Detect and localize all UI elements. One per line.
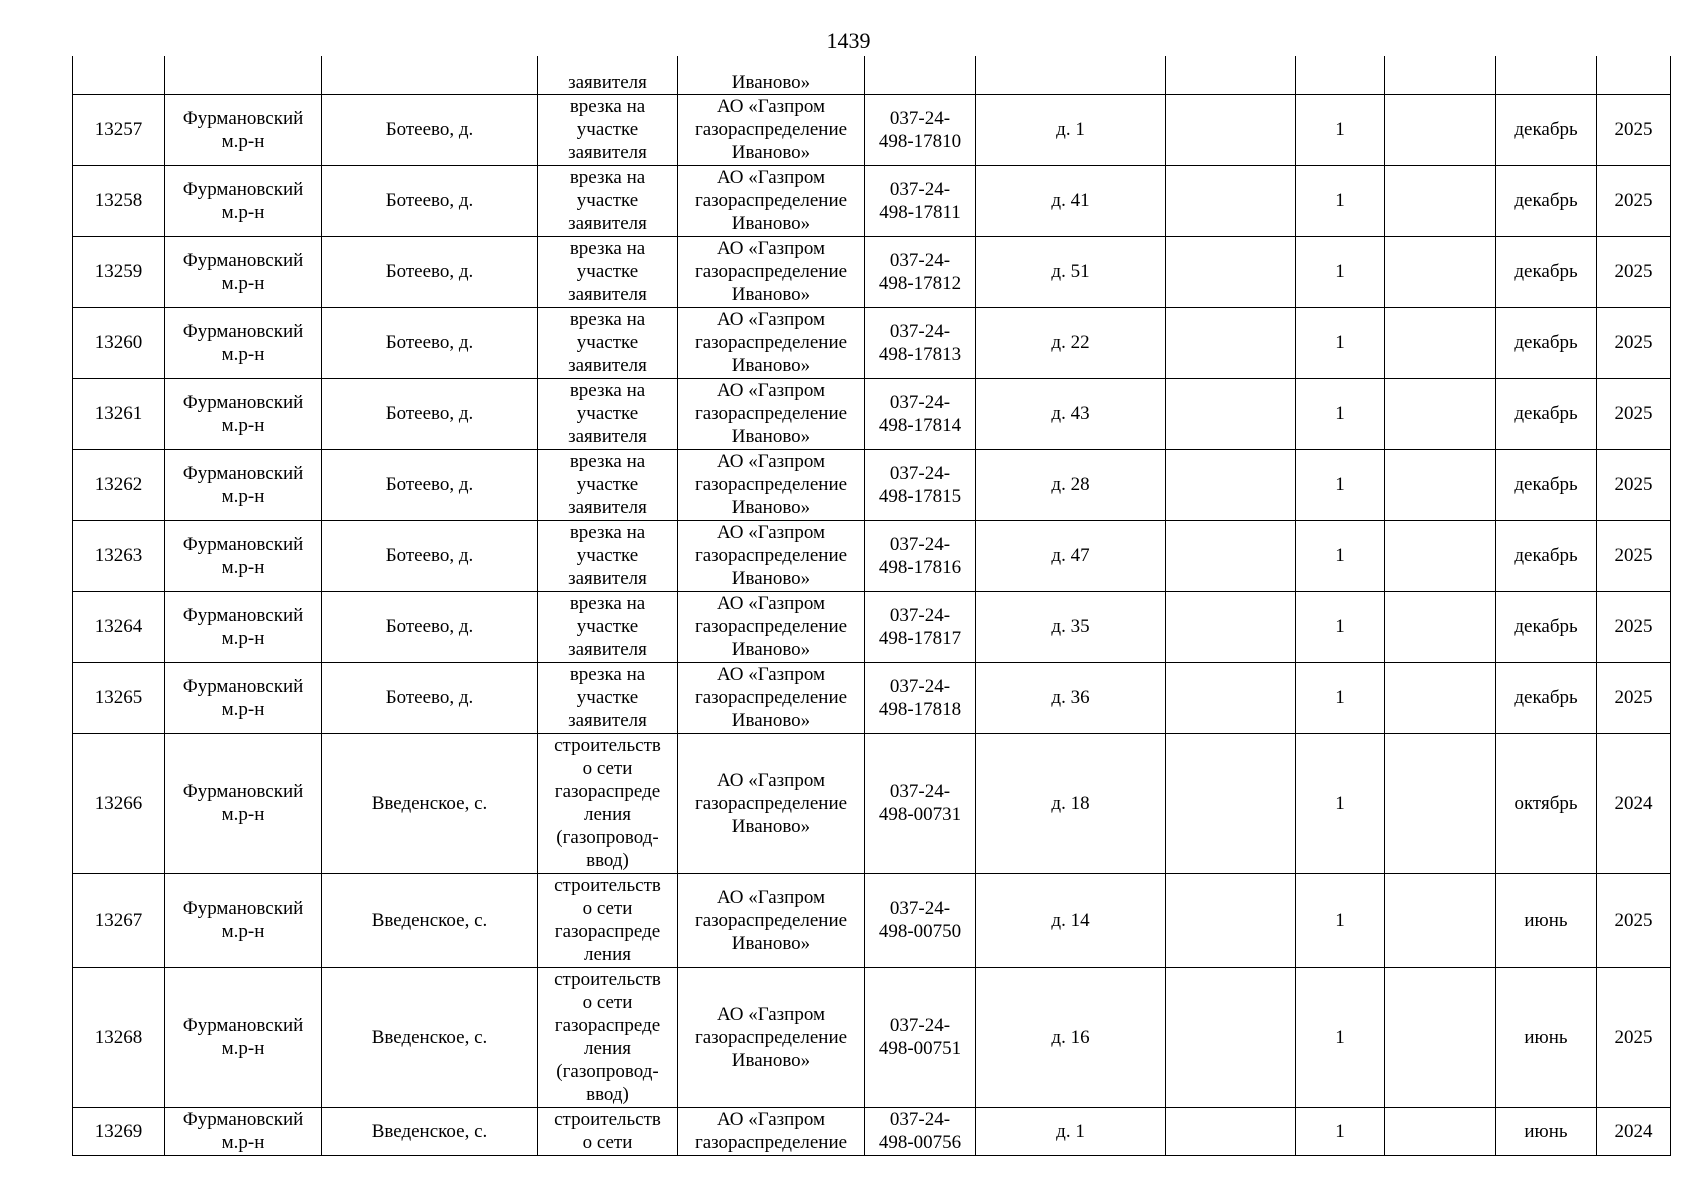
cell-empty <box>1496 56 1597 94</box>
cell-code: 037-24- 498-17813 <box>865 307 976 378</box>
table-row <box>73 591 1671 662</box>
cell-empty <box>1385 967 1496 1107</box>
cell-organization: АО «Газпром газораспределение Иваново» <box>678 449 865 520</box>
cell-year: 2025 <box>1597 449 1671 520</box>
cell-quantity: 1 <box>1296 873 1385 967</box>
cell-locality: Ботеево, д. <box>322 520 538 591</box>
cell-work-type: врезка на участке заявителя <box>538 236 678 307</box>
cell-address: д. 47 <box>976 520 1166 591</box>
table-row <box>73 733 1671 873</box>
cell-organization: АО «Газпром газораспределение Иваново» <box>678 307 865 378</box>
cell-organization: АО «Газпром газораспределение Иваново» <box>678 873 865 967</box>
cell-address: д. 43 <box>976 378 1166 449</box>
cell-month: июнь <box>1496 1107 1597 1155</box>
cell-code: 037-24- 498-17818 <box>865 662 976 733</box>
cell-empty <box>1166 1107 1296 1155</box>
cell-work-type: строительств о сети <box>538 1107 678 1155</box>
cell-empty <box>1166 591 1296 662</box>
cell-organization: АО «Газпром газораспределение <box>678 1107 865 1155</box>
cell-empty <box>1166 165 1296 236</box>
cell-work-type: врезка на участке заявителя <box>538 449 678 520</box>
page-number: 1439 <box>826 28 871 53</box>
cell-number: 13265 <box>73 662 165 733</box>
cell-code: 037-24- 498-17810 <box>865 94 976 165</box>
cell-code: 037-24- 498-00751 <box>865 967 976 1107</box>
cell-empty <box>1296 56 1385 94</box>
cell-empty <box>1385 94 1496 165</box>
cell-number: 13269 <box>73 1107 165 1155</box>
cell-locality: Введенское, с. <box>322 1107 538 1155</box>
cell-work-type: врезка на участке заявителя <box>538 591 678 662</box>
cell-address: д. 1 <box>976 94 1166 165</box>
cell-code: 037-24- 498-17817 <box>865 591 976 662</box>
cell-locality: Ботеево, д. <box>322 236 538 307</box>
cell-year: 2025 <box>1597 165 1671 236</box>
table-row-continued <box>73 56 1671 94</box>
cell-month: декабрь <box>1496 94 1597 165</box>
cell-empty <box>1385 662 1496 733</box>
cell-organization: АО «Газпром газораспределение Иваново» <box>678 520 865 591</box>
cell-code: 037-24- 498-17814 <box>865 378 976 449</box>
cell-district: Фурмановский м.р-н <box>165 591 322 662</box>
table-row <box>73 165 1671 236</box>
cell-year: 2024 <box>1597 1107 1671 1155</box>
cell-year: 2025 <box>1597 307 1671 378</box>
cell-number: 13266 <box>73 733 165 873</box>
cell-empty <box>1166 449 1296 520</box>
cell-locality: Ботеево, д. <box>322 449 538 520</box>
table-row <box>73 1107 1671 1155</box>
cell-quantity: 1 <box>1296 378 1385 449</box>
cell-year: 2025 <box>1597 967 1671 1107</box>
cell-empty <box>1385 733 1496 873</box>
cell-empty <box>1166 307 1296 378</box>
cell-organization: АО «Газпром газораспределение Иваново» <box>678 165 865 236</box>
cell-locality: Ботеево, д. <box>322 165 538 236</box>
cell-number: 13258 <box>73 165 165 236</box>
table-row <box>73 967 1671 1107</box>
cell-code: 037-24- 498-17811 <box>865 165 976 236</box>
cell-organization: АО «Газпром газораспределение Иваново» <box>678 236 865 307</box>
cell-empty <box>165 56 322 94</box>
cell-year: 2025 <box>1597 378 1671 449</box>
cell-district: Фурмановский м.р-н <box>165 967 322 1107</box>
cell-organization: АО «Газпром газораспределение Иваново» <box>678 662 865 733</box>
cell-empty <box>1385 307 1496 378</box>
cell-locality: Ботеево, д. <box>322 307 538 378</box>
cell-number: 13259 <box>73 236 165 307</box>
cell-month: декабрь <box>1496 591 1597 662</box>
cell-district: Фурмановский м.р-н <box>165 94 322 165</box>
cell-address: д. 16 <box>976 967 1166 1107</box>
cell-organization: АО «Газпром газораспределение Иваново» <box>678 591 865 662</box>
cell-empty <box>1597 56 1671 94</box>
cell-empty <box>322 56 538 94</box>
cell-empty <box>1166 662 1296 733</box>
cell-empty <box>1166 733 1296 873</box>
cell-organization: АО «Газпром газораспределение Иваново» <box>678 94 865 165</box>
cell-empty <box>1385 378 1496 449</box>
cell-address: д. 41 <box>976 165 1166 236</box>
cell-empty <box>1166 94 1296 165</box>
cell-district: Фурмановский м.р-н <box>165 236 322 307</box>
cell-work-type: врезка на участке заявителя <box>538 662 678 733</box>
cell-locality: Ботеево, д. <box>322 378 538 449</box>
cell-organization: АО «Газпром газораспределение Иваново» <box>678 967 865 1107</box>
cell-address: д. 35 <box>976 591 1166 662</box>
cell-month: декабрь <box>1496 307 1597 378</box>
cell-quantity: 1 <box>1296 94 1385 165</box>
cell-quantity: 1 <box>1296 733 1385 873</box>
cell-code: 037-24- 498-00756 <box>865 1107 976 1155</box>
cell-number: 13264 <box>73 591 165 662</box>
cell-empty <box>1166 873 1296 967</box>
cell-year: 2024 <box>1597 733 1671 873</box>
cell-work-type: врезка на участке заявителя <box>538 94 678 165</box>
cell-empty <box>1385 591 1496 662</box>
cell-month: декабрь <box>1496 236 1597 307</box>
cell-work-type: строительств о сети газораспреде ления <box>538 873 678 967</box>
cell-month: декабрь <box>1496 520 1597 591</box>
cell-month: октябрь <box>1496 733 1597 873</box>
table-row <box>73 449 1671 520</box>
cell-locality: Ботеево, д. <box>322 94 538 165</box>
cell-work-type: врезка на участке заявителя <box>538 307 678 378</box>
cell-number: 13268 <box>73 967 165 1107</box>
cell-work-type: врезка на участке заявителя <box>538 165 678 236</box>
cell-work-type: строительств о сети газораспреде ления (газопровод- ввод) <box>538 967 678 1107</box>
cell-empty <box>1166 56 1296 94</box>
cell-code: 037-24- 498-17812 <box>865 236 976 307</box>
cell-quantity: 1 <box>1296 165 1385 236</box>
cell-quantity: 1 <box>1296 236 1385 307</box>
cell-organization: АО «Газпром газораспределение Иваново» <box>678 733 865 873</box>
cell-empty <box>73 56 165 94</box>
cell-district: Фурмановский м.р-н <box>165 873 322 967</box>
cell-quantity: 1 <box>1296 1107 1385 1155</box>
cell-district: Фурмановский м.р-н <box>165 1107 322 1155</box>
cell-organization: Иваново» <box>678 56 865 94</box>
cell-code: 037-24- 498-17815 <box>865 449 976 520</box>
cell-empty <box>1166 967 1296 1107</box>
cell-address: д. 28 <box>976 449 1166 520</box>
table-row <box>73 307 1671 378</box>
cell-district: Фурмановский м.р-н <box>165 520 322 591</box>
cell-address: д. 1 <box>976 1107 1166 1155</box>
cell-locality: Введенское, с. <box>322 967 538 1107</box>
cell-empty <box>1385 873 1496 967</box>
cell-month: июнь <box>1496 873 1597 967</box>
cell-empty <box>1385 1107 1496 1155</box>
table-row <box>73 662 1671 733</box>
cell-work-type: строительств о сети газораспреде ления (газопровод- ввод) <box>538 733 678 873</box>
cell-district: Фурмановский м.р-н <box>165 733 322 873</box>
cell-empty <box>1166 520 1296 591</box>
cell-number: 13261 <box>73 378 165 449</box>
cell-district: Фурмановский м.р-н <box>165 165 322 236</box>
table-row <box>73 520 1671 591</box>
cell-address: д. 22 <box>976 307 1166 378</box>
table-row <box>73 378 1671 449</box>
cell-month: декабрь <box>1496 662 1597 733</box>
cell-number: 13263 <box>73 520 165 591</box>
table-row <box>73 94 1671 165</box>
cell-month: июнь <box>1496 967 1597 1107</box>
cell-address: д. 36 <box>976 662 1166 733</box>
cell-district: Фурмановский м.р-н <box>165 449 322 520</box>
cell-month: декабрь <box>1496 449 1597 520</box>
cell-locality: Введенское, с. <box>322 873 538 967</box>
cell-locality: Ботеево, д. <box>322 662 538 733</box>
table-row <box>73 873 1671 967</box>
cell-locality: Введенское, с. <box>322 733 538 873</box>
cell-year: 2025 <box>1597 591 1671 662</box>
cell-quantity: 1 <box>1296 307 1385 378</box>
cell-code: 037-24- 498-00750 <box>865 873 976 967</box>
cell-year: 2025 <box>1597 94 1671 165</box>
cell-address: д. 51 <box>976 236 1166 307</box>
cell-number: 13262 <box>73 449 165 520</box>
cell-month: декабрь <box>1496 378 1597 449</box>
cell-empty <box>1166 378 1296 449</box>
cell-organization: АО «Газпром газораспределение Иваново» <box>678 378 865 449</box>
cell-code: 037-24- 498-00731 <box>865 733 976 873</box>
cell-empty <box>1385 165 1496 236</box>
cell-quantity: 1 <box>1296 591 1385 662</box>
cell-work-type: заявителя <box>538 56 678 94</box>
cell-quantity: 1 <box>1296 967 1385 1107</box>
cell-locality: Ботеево, д. <box>322 591 538 662</box>
cell-number: 13260 <box>73 307 165 378</box>
cell-empty <box>865 56 976 94</box>
cell-quantity: 1 <box>1296 520 1385 591</box>
cell-empty <box>1385 56 1496 94</box>
cell-year: 2025 <box>1597 236 1671 307</box>
cell-empty <box>976 56 1166 94</box>
cell-address: д. 14 <box>976 873 1166 967</box>
cell-work-type: врезка на участке заявителя <box>538 378 678 449</box>
cell-address: д. 18 <box>976 733 1166 873</box>
cell-empty <box>1385 520 1496 591</box>
cell-district: Фурмановский м.р-н <box>165 662 322 733</box>
cell-work-type: врезка на участке заявителя <box>538 520 678 591</box>
cell-empty <box>1385 236 1496 307</box>
cell-empty <box>1385 449 1496 520</box>
cell-year: 2025 <box>1597 520 1671 591</box>
table-row <box>73 236 1671 307</box>
cell-district: Фурмановский м.р-н <box>165 378 322 449</box>
cell-year: 2025 <box>1597 662 1671 733</box>
cell-month: декабрь <box>1496 165 1597 236</box>
registry-table <box>72 56 1671 1156</box>
cell-quantity: 1 <box>1296 449 1385 520</box>
cell-code: 037-24- 498-17816 <box>865 520 976 591</box>
cell-year: 2025 <box>1597 873 1671 967</box>
cell-quantity: 1 <box>1296 662 1385 733</box>
cell-district: Фурмановский м.р-н <box>165 307 322 378</box>
cell-number: 13257 <box>73 94 165 165</box>
cell-empty <box>1166 236 1296 307</box>
cell-number: 13267 <box>73 873 165 967</box>
